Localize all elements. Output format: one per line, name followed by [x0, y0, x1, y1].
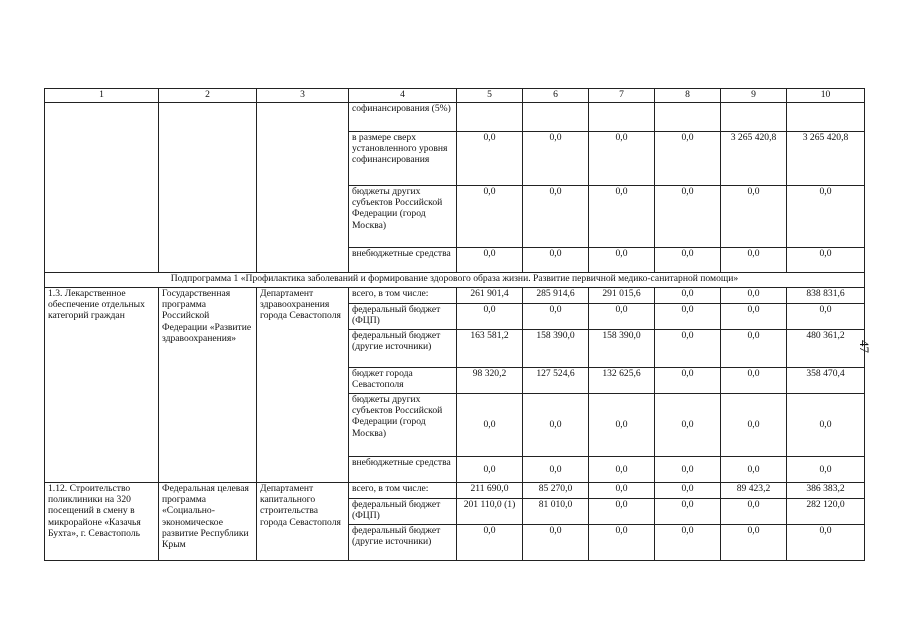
value-cell: 85 270,0 [523, 483, 589, 499]
value-cell: 0,0 [655, 457, 721, 483]
value-cell: 0,0 [457, 186, 523, 248]
value-cell: 386 383,2 [787, 483, 865, 499]
funding-source: федеральный бюджет (другие источники) [349, 525, 457, 561]
program-name: Государственная программа Российской Федерации «Развитие здравоохранения» [159, 288, 257, 483]
value-cell: 3 265 420,8 [787, 132, 865, 186]
value-cell: 158 390,0 [523, 330, 589, 368]
value-cell: 0,0 [655, 525, 721, 561]
value-cell: 282 120,0 [787, 499, 865, 525]
cell-empty [159, 103, 257, 273]
value-cell: 480 361,2 [787, 330, 865, 368]
funding-source: внебюджетные средства [349, 248, 457, 273]
value-cell: 0,0 [457, 394, 523, 457]
value-cell: 0,0 [655, 394, 721, 457]
col-header: 7 [589, 89, 655, 103]
funding-source: всего, в том числе: [349, 483, 457, 499]
value-cell: 0,0 [589, 132, 655, 186]
value-cell: 0,0 [655, 304, 721, 330]
value-cell: 0,0 [721, 288, 787, 304]
cell-empty [45, 103, 159, 273]
value-cell: 0,0 [787, 525, 865, 561]
value-cell: 163 581,2 [457, 330, 523, 368]
col-header: 3 [257, 89, 349, 103]
value-cell: 285 914,6 [523, 288, 589, 304]
value-cell: 127 524,6 [523, 368, 589, 394]
measure-name: 1.12. Строительство поликлиники на 320 посещений в смену в микрорайоне «Казачья Бухта», г. Севастополь [45, 483, 159, 561]
value-cell: 0,0 [721, 330, 787, 368]
executor: Департамент здравоохранения города Севастополя [257, 288, 349, 483]
measure-name: 1.3. Лекарственное обеспечение отдельных категорий граждан [45, 288, 159, 483]
value-cell: 0,0 [655, 368, 721, 394]
value-cell: 0,0 [589, 525, 655, 561]
value-cell: 211 690,0 [457, 483, 523, 499]
value-cell: 838 831,6 [787, 288, 865, 304]
value-cell: 0,0 [523, 525, 589, 561]
table-row [45, 288, 865, 304]
value-cell: 0,0 [721, 304, 787, 330]
value-cell: 0,0 [787, 304, 865, 330]
col-header: 9 [721, 89, 787, 103]
value-cell: 0,0 [787, 394, 865, 457]
funding-source: федеральный бюджет (другие источники) [349, 330, 457, 368]
value-cell: 0,0 [457, 525, 523, 561]
col-header: 2 [159, 89, 257, 103]
subprogram-row [45, 273, 865, 288]
value-cell: 0,0 [655, 330, 721, 368]
col-header: 8 [655, 89, 721, 103]
value-cell: 0,0 [787, 457, 865, 483]
value-cell: 0,0 [523, 132, 589, 186]
value-cell: 0,0 [721, 525, 787, 561]
value-cell: 0,0 [655, 186, 721, 248]
value-cell: 0,0 [721, 186, 787, 248]
value-cell: 0,0 [655, 288, 721, 304]
value-cell: 0,0 [589, 304, 655, 330]
funding-source: софинансирования (5%) [349, 103, 457, 132]
value-cell: 3 265 420,8 [721, 132, 787, 186]
value-cell: 201 110,0 (1) [457, 499, 523, 525]
value-cell: 0,0 [655, 248, 721, 273]
value-cell: 0,0 [589, 186, 655, 248]
col-header: 10 [787, 89, 865, 103]
value-cell: 0,0 [457, 457, 523, 483]
program-name: Федеральная целевая программа «Социально-экономическое развитие Республики Крым [159, 483, 257, 561]
value-cell: 98 320,2 [457, 368, 523, 394]
cell-empty [257, 103, 349, 273]
value-cell: 358 470,4 [787, 368, 865, 394]
value-cell: 0,0 [589, 248, 655, 273]
funding-source: федеральный бюджет (ФЦП) [349, 304, 457, 330]
value-cell: 0,0 [457, 248, 523, 273]
value-cell: 0,0 [523, 186, 589, 248]
col-header: 4 [349, 89, 457, 103]
funding-source: бюджеты других субъектов Российской Федерации (город Москва) [349, 186, 457, 248]
budget-table [44, 88, 865, 561]
value-cell: 0,0 [721, 394, 787, 457]
value-cell: 0,0 [457, 132, 523, 186]
table-row [45, 483, 865, 499]
value-cell: 291 015,6 [589, 288, 655, 304]
value-cell: 0,0 [589, 394, 655, 457]
funding-source: всего, в том числе: [349, 288, 457, 304]
value-cell: 89 423,2 [721, 483, 787, 499]
value-cell: 261 901,4 [457, 288, 523, 304]
column-number-row [45, 89, 865, 103]
value-cell: 0,0 [523, 457, 589, 483]
value-cell: 0,0 [589, 483, 655, 499]
value-cell: 0,0 [721, 248, 787, 273]
funding-source: бюджет города Севастополя [349, 368, 457, 394]
value-cell: 0,0 [523, 248, 589, 273]
col-header: 1 [45, 89, 159, 103]
value-cell: 0,0 [787, 186, 865, 248]
page-number: 47 [857, 340, 872, 353]
value-cell: 0,0 [721, 499, 787, 525]
funding-source: в размере сверх установленного уровня софинансирования [349, 132, 457, 186]
value-cell: 0,0 [721, 457, 787, 483]
value-cell: 0,0 [655, 499, 721, 525]
value-cell: 132 625,6 [589, 368, 655, 394]
col-header: 6 [523, 89, 589, 103]
value-cell: 81 010,0 [523, 499, 589, 525]
value-cell: 0,0 [523, 394, 589, 457]
value-cell: 0,0 [589, 499, 655, 525]
table-row [45, 103, 865, 132]
value-cell: 0,0 [589, 457, 655, 483]
value-cell: 0,0 [457, 304, 523, 330]
value-cell: 0,0 [523, 304, 589, 330]
funding-source: внебюджетные средства [349, 457, 457, 483]
value-cell: 0,0 [787, 248, 865, 273]
value-cell: 0,0 [655, 132, 721, 186]
funding-source: федеральный бюджет (ФЦП) [349, 499, 457, 525]
value-cell: 158 390,0 [589, 330, 655, 368]
value-cell: 0,0 [655, 483, 721, 499]
executor: Департамент капитального строительства города Севастополя [257, 483, 349, 561]
value-cell: 0,0 [721, 368, 787, 394]
subprogram-title: Подпрограмма 1 «Профилактика заболеваний и формирование здорового образа жизни. Развитие первичной медико-санитарной помощи» [45, 273, 865, 288]
col-header: 5 [457, 89, 523, 103]
funding-source: бюджеты других субъектов Российской Федерации (город Москва) [349, 394, 457, 457]
